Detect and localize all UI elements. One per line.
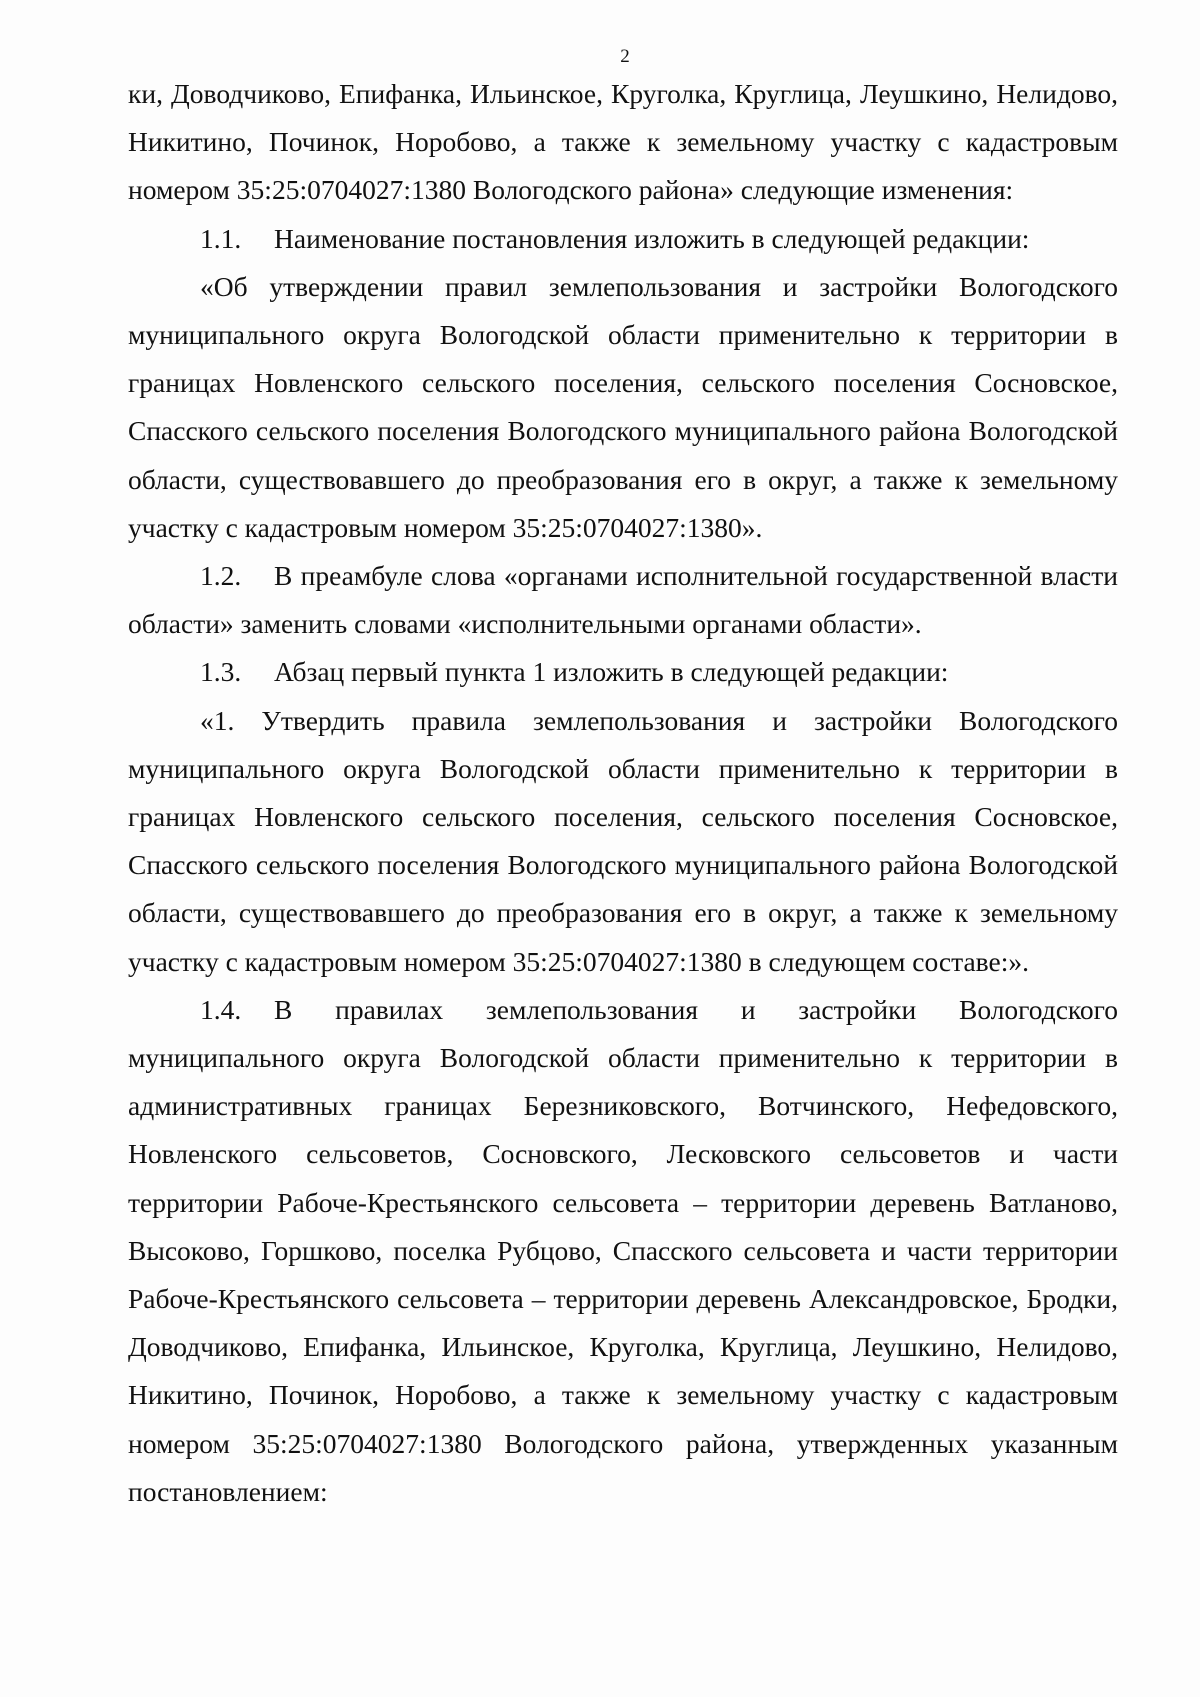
paragraph-text: «1. Утвердить правила землепользования и застройки Вологодского муниципального округа Вологодской области применительно к территории в границах Новленского сельского поселения, сельского поселения Сосновское, Спасского сельского поселения Вологодского муниципального района Вологодской области, существовавшего до преобразования его в округ, а также к земельному участку с кадастровым номером 35:25:0704027:1380 в следующем составе:». (128, 704, 1118, 977)
paragraph (128, 552, 1118, 648)
paragraph (128, 648, 1118, 696)
paragraph-text: Наименование постановления изложить в следующей редакции: (274, 222, 1030, 254)
item-number: 1.4. (200, 993, 242, 1025)
paragraph (128, 986, 1118, 1516)
paragraph-text: В преамбуле слова «органами исполнительной государственной власти области» заменить словами «исполнительными органами области». (128, 560, 1118, 640)
document-body (128, 70, 1118, 1516)
paragraph-text: «Об утверждении правил землепользования и застройки Вологодского муниципального округа Вологодской области применительно к территории в границах Новленского сельского поселения, сельского поселения Сосновское, Спасского сельского поселения Вологодского муниципального района Вологодской области, существовавшего до преобразования его в округ, а также к земельному участку с кадастровым номером 35:25:0704027:1380». (128, 270, 1118, 543)
item-number: 1.2. (200, 560, 242, 592)
paragraph (128, 70, 1118, 215)
page-number: 2 (620, 46, 630, 67)
paragraph-text: ки, Доводчиково, Епифанка, Ильинское, Круголка, Круглица, Леушкино, Нелидово, Никитино, Починок, Норобово, а также к земельному участку с кадастровым номером 35:25:0704027:1380 Вологодского района» следующие изменения: (128, 78, 1118, 206)
paragraph-text: Абзац первый пункта 1 изложить в следующей редакции: (274, 656, 949, 688)
item-number: 1.3. (200, 656, 242, 688)
paragraph (128, 263, 1118, 552)
paragraph (128, 215, 1118, 263)
item-number: 1.1. (200, 222, 242, 254)
paragraph-text: В правилах землепользования и застройки Вологодского муниципального округа Вологодской области применительно к территории в административных границах Березниковского, Вотчинского, Нефедовского, Новленского сельсоветов, Сосновского, Лесковского сельсоветов и части территории Рабоче-Крестьянского сельсовета – территории деревень Ватланово, Высоково, Горшково, поселка Рубцово, Спасского сельсовета и части территории Рабоче-Крестьянского сельсовета – территории деревень Александровское, Бродки, Доводчиково, Епифанка, Ильинское, Круголка, Круглица, Леушкино, Нелидово, Никитино, Починок, Норобово, а также к земельному участку с кадастровым номером 35:25:0704027:1380 Вологодского района, утвержденных указанным постановлением: (128, 993, 1118, 1507)
paragraph (128, 697, 1118, 986)
